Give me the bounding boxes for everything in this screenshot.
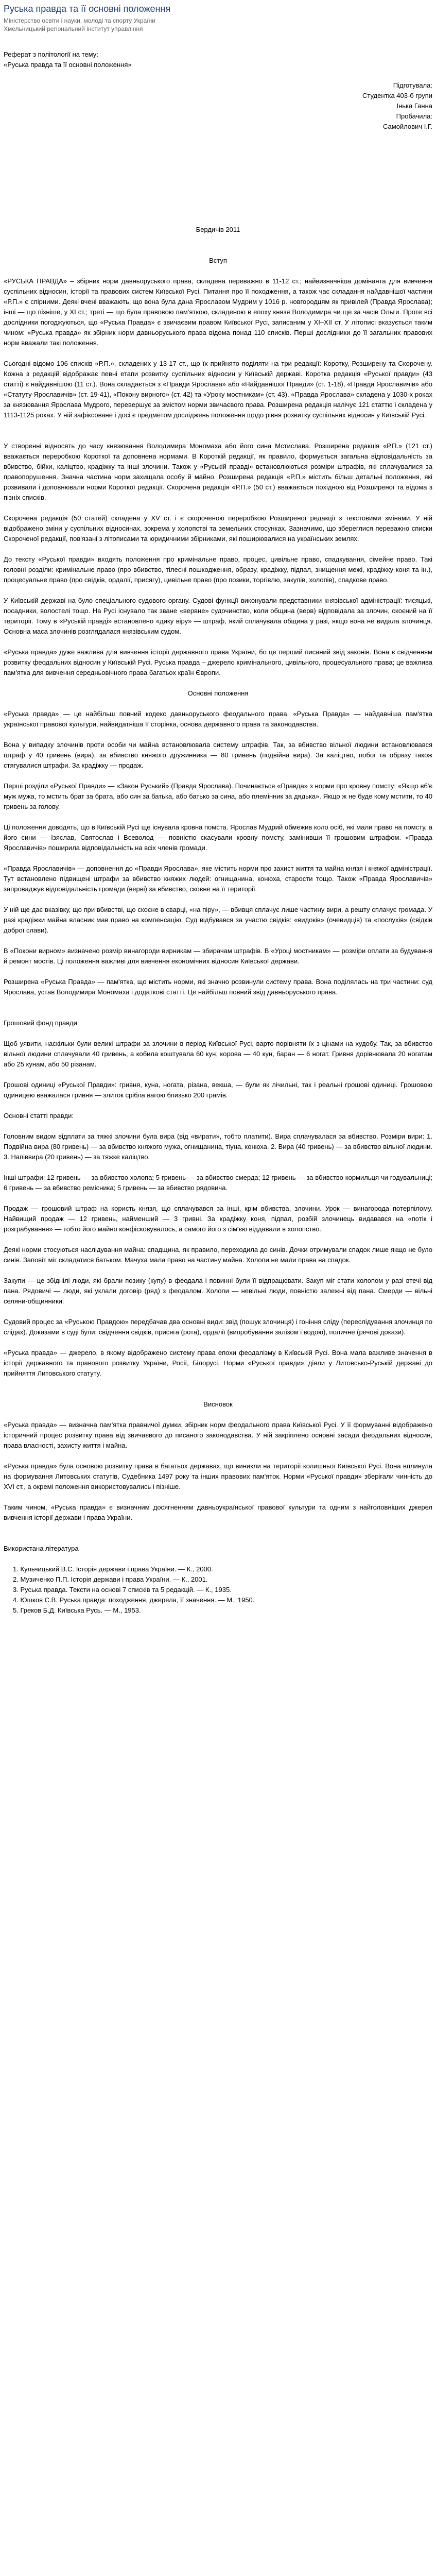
paragraph: Судовий процес за «Руською Правдою» передбачав два основні види: звід (пошук злочинця) і гоніння сліду (переслідування злочинця по слідах). Доказами в суді були: свідчення свідків, присяга (рота), ордалії (випробування залізом і водою), поличне (речові докази).: [4, 1318, 432, 1336]
paragraph: «РУСЬКА ПРАВДА» – збірник норм давньоруського права, складена переважно в 11-12 ст.; найвизначніша домінанта для вивчення суспільних відносин, історії та правових систем Київської Русі. Питання про її походження, а також час складання найдавнішої частини «Р.П.» є спірними. Деякі вчені вважають, що вона була дана Ярославом Мудрим у 1016 р. новгородцям як привілей (Правда Ярослава); інші — що пізніше, у XI ст.; треті — що була правовою пам'яткою, складеною в епоху князя Володимира чи ще за часів Ольги. Проте всі дослідники погоджуються, що «Руська Правда» є звичаєвим правом Київської Русі, записаним у XI–XII ст. У літописі вказується таким чином: «Руська правда» як збірник норм давньоруського права відома понад 110 списків. Перші дослідники до її загальних правових норм вважали такі положення.: [4, 277, 432, 347]
bibliography-item: 4. Юшков С.В. Руська правда: походження, джерела, її значення. — М., 1950.: [13, 1596, 255, 1604]
paragraph: Вона у випадку злочинів проти особи чи майна встановлювала систему штрафів. Так, за вбивство вільної людини встановлювався штраф у 40 гривень (вира), за вбивство княжого дружинника — 80 гривень (подвійна вира). За каліцтво, побої та образу також стягувалися штрафи. За крадіжку — продаж.: [4, 741, 432, 769]
bibliography-item: 3. Руська правда. Тексти на основі 7 списків та 5 редакцій. — К., 1935.: [13, 1586, 232, 1594]
paragraph: «Руська правда» — визначна пам'ятка правничої думки, збірник норм феодального права Київської Русі. У її формуванні відображено історичний процес розвитку права від звичаєвого до писаного законодавства. У ній закріплено основні засади феодальних відносин, права власності, захисту життя і майна.: [4, 1421, 432, 1449]
paragraph: Продаж — грошовий штраф на користь князя, що сплачувався за інші, крім вбивства, злочини. Урок — винагорода потерпілому. Найвищий продаж — 12 гривень, найменший — 3 гривні. За крадіжку коня, підпал, розбій злочинець видавався на «потік і розграбування» — тобто його майно конфісковувалось, а самого його з сім'єю віддавали в холопство.: [4, 1205, 432, 1233]
paragraph: У створенні відносять до часу князювання Володимира Мономаха або його сина Мстислава. Розширена редакція «Р.П.» (121 ст.) вважається переробкою Короткої та доповнена нормами. В Короткій редакції, як правило, формується загальна відповідальність за вбивство, бійки, каліцтво, крадіжку та інші злочини. Також у «Руській правді» встановлюються розміри штрафів, які сплачувалися за правопорушення. Значна частина норм захищала особу й майно. Розширена редакція «Р.П.» містить більш детальні положення, які розвивали і доповнювали норми Короткої редакції. Скорочена редакція «Р.П.» (50 ст.) вважається похідною від Розширеної та відома з пізніх списків.: [4, 442, 432, 501]
section-heading: Основні положення: [187, 689, 249, 697]
paragraph: «Руська правда» — джерело, в якому відображено систему права епохи феодалізму в Київській Русі. Вона мала важливе значення в історії державного та правового розвитку України, Росії, Білорусі. Норми «Руської правди» діяли у Литовсько-Руській державі до прийняття Литовського статуту.: [4, 1349, 432, 1377]
section-heading: Використана література: [4, 1545, 79, 1552]
paragraph: У Київській державі на було спеціального судового органу. Судові функції виконували представники князівської адміністрації: тисяцькі, посадники, волостелі тощо. На Русі існувало так зване «вервне» судочинство, коли община (верв) відповідала за злочин, скоєний на її території. Тому в «Руській правді» встановлено «дику віру» — штраф, який сплачувала община у разі, якщо вона не видала злочинця. Основна маса злочинів розглядалася князівським судом.: [4, 597, 432, 635]
paragraph: У ній ще дає вказівку, що при вбивстві, що скоєне в сварці, «на піру», — вбивця сплачує лише частину вири, а решту сплачує громада. У разі крадіжки майна власник мав право на компенсацію. Суд відбувався за участю свідків: «видоків» (очевидців) та «послухів» (свідків доброї слави).: [4, 906, 432, 934]
intro-line: Реферат з політології на тему:: [4, 50, 98, 58]
paragraph: В «Покони вирном» визначено розмір винагороди вирникам — збирачам штрафів. В «Уроці мостникам» — розміри оплати за будування й ремонт мостів. Ці положення важливі для вивчення економічних відносин Київської держави.: [4, 947, 432, 965]
paragraph: «Правда Ярославичів» — доповнення до «Правди Ярослава», яке містить норми про захист життя та майна князя і княжої адміністрації. Тут встановлено підвищені штрафи за вбивство княжих людей: огнищанина, конюха, старости тощо. Також «Правда Ярославичів» запроваджує відповідальність громади (верві) за вбивство, скоєне на її території.: [4, 865, 432, 893]
section-heading: Грошовий фонд правди: [4, 1019, 77, 1027]
bibliography-item: 1. Кульчицький В.С. Історія держави і права України. — К., 2000.: [13, 1565, 213, 1573]
paragraph: «Руська правда» була основою розвитку права в багатьох державах, що виникли на території колишньої Київської Русі. Вона вплинула на формування Литовських статутів, Судебника 1497 року та інших правових пам'яток. Норми «Руської правди» зберігали чинність до XVI ст., а окремі положення використовувались і пізніше.: [4, 1462, 432, 1490]
meta-line: Міністерство освіти і науки, молоді та спорту України: [4, 17, 155, 24]
author-line: Студентка 403-б групи: [362, 92, 432, 99]
document-body: [0, 33, 436, 1616]
paragraph: Ці положення доводять, що в Київській Русі ще існувала кровна помста. Ярослав Мудрий обмежив коло осіб, які мали право на помсту, а його сини — Ізяслав, Святослав і Всеволод — повністю скасували кровну помсту, замінивши її грошовим штрафом. «Правда Ярославичів» поширила відповідальність на всіх членів громади.: [4, 823, 432, 852]
paragraph: «Руська правда» — це найбільш повний кодекс давньоруського феодального права. «Руська Правда» — найдавніша пам'ятка української правової культури, найвидатніша її сторінка, основа державного права та законодавства.: [4, 710, 432, 728]
section-heading: Вступ: [209, 257, 227, 264]
document-meta: [0, 15, 436, 33]
paragraph: Головним видом відплати за тяжкі злочини була вира (від «вирати», тобто платити). Вира сплачувалася за вбивство. Розміри вири: 1. Подвійна вира (80 гривень) — за вбивство княжого мужа, огнищанина, тіуна, конюха. 2. Вира (40 гривень) — за вбивство вільної людини. 3. Напіввира (20 гривень) — за тяжке каліцтво.: [4, 1132, 432, 1161]
paragraph: Таким чином, «Руська правда» є визначним досягненням давньоукраїнської правової культури та одним з найголовніших джерел вивчення історії держави і права України.: [4, 1503, 432, 1521]
paragraph: До тексту «Руської правди» входять положення про кримінальне право, процес, цивільне право, спадкування, сімейне право. Такі головні розділи: кримінальне право (про вбивство, тілесні пошкодження, образу, крадіжку, підпал, знищення межі, крадіжку коня та ін.), процесуальне право (про свідків, ордалії, присягу), цивільне право (про позики, торгівлю, закупів, холопів), спадкове право.: [4, 555, 432, 584]
section-heading: Висновок: [203, 1400, 233, 1408]
paragraph: Щоб уявити, наскільки були великі штрафи за злочини в період Київської Русі, варто порівняти їх з цінами на худобу. Так, за вбивство вільної людини сплачували 40 гривень, а кобила коштувала 60 кун, корова — 40 кун, баран — 6 ногат. Гривня дорівнювала 20 ногатам або 25 кунам, або 50 різанам.: [4, 1040, 432, 1068]
place-year: Бердичів 2011: [196, 226, 240, 233]
author-line: Пробачила:: [396, 112, 432, 120]
paragraph: Розширена «Руська Правда» — пам'ятка, що містить норми, які значно розвинули систему права. Вона поділялась на три частини: суд Ярослава, устав Володимира Мономаха і додаткові статті. Це найбільш повний звід давньоруського права.: [4, 978, 432, 996]
author-line: Інька Ганна: [396, 102, 432, 110]
paragraph: Перші розділи «Руської Правди» — «Закон Руський» (Правда Ярослава). Починається «Правда» з норми про кровну помсту: «Якщо вб'є муж мужа, то мстить брат за брата, або син за батька, або батько за сина, або племінник за дядька». Якщо ж не буде кому мстити, то 40 гривень за голову.: [4, 782, 432, 810]
paragraph: «Руська правда» дуже важлива для вивчення історії державного права України, бо це перший писаний звід законів. Вона є свідченням розвитку феодальних відносин у Київській Русі. Руська правда – джерело кримінального, цивільного, процесуального права; це важлива пам'ятка для вивчення середньовічного права багатьох країн Європи.: [4, 648, 432, 676]
paragraph: Грошові одиниці «Руської Правди»: гривня, куна, ногата, різана, векша, — були як лічильні, так і реальні грошові одиниці. Грошовою одиницею вважалася гривня — злиток срібла вагою близько 200 грамів.: [4, 1081, 432, 1099]
meta-line: Хмельницький регіональний інститут управління: [4, 25, 143, 32]
author-line: Підготувала:: [393, 81, 432, 89]
bibliography-list: [4, 1564, 432, 1616]
author-line: Самойлович І.Г.: [383, 123, 432, 130]
paragraph: Інші штрафи: 12 гривень — за вбивство холопа; 5 гривень — за вбивство смерда; 12 гривень — за вбивство кормильця чи годувальниці; 6 гривень — за вбивство ремісника; 5 гривень — за вбивство рядовича.: [4, 1174, 432, 1192]
intro-line: «Руська правда та її основні положення»: [4, 61, 132, 69]
paragraph: Деякі норми стосуються наслідування майна: спадщина, як правило, переходила до синів. Дочки отримували спадок лише якщо не було синів. Заповіт міг складатися батьком. Мачуха мала право на частину майна. Холопи не мали права на спадок.: [4, 1246, 432, 1264]
paragraph: Основні статті правди:: [4, 1112, 74, 1120]
page-title: Руська правда та її основні положення: [4, 4, 171, 14]
bibliography-item: 2. Музиченко П.П. Історія держави і права України. — К., 2001.: [13, 1575, 208, 1583]
paragraph: Скорочена редакція (50 статей) складена у XV ст. і є скороченою переробкою Розширеної редакції з текстовими змінами. У ній відображено зміни у суспільних відносинах, зокрема у холопстві та земельних стосунках. Зазначимо, що збереглися переважно списки Скороченої редакції, пов'язані з літописами та юридичними збірниками, які поширювалися на українських землях.: [4, 514, 432, 543]
paragraph: Закупи — це збіднілі люди, які брали позику (купу) в феодала і повинні були її відпрацювати. Закуп міг стати холопом у разі втечі від пана. Рядовичі — люди, які уклали договір (ряд) з феодалом. Холопи — невільні люди, повністю залежні від пана. Смерди — вільні селяни-общинники.: [4, 1277, 432, 1305]
paragraph: Сьогодні відомо 106 списків «Р.П.», складених у 13-17 ст., що їх прийнято поділяти на три редакції: Коротку, Розширену та Скорочену. Кожна з редакцій відображає певні етапи розвитку суспільних відносин у Київській державі. Коротка редакція «Руської правди» (43 статті) є найдавнішою (11 ст.). Вона складається з «Правди Ярослава» або «Найдавнішої Правди» (ст. 1-18), «Правди Ярославичів» або «Статуту Ярославичів» (ст. 19-41), «Покону вирного» (ст. 42) та «Уроку мостникам» (ст. 43). «Правда Ярослава» складена у 1030-х роках за князювання Ярослава Мудрого, перевершує за змістом норми звичаєвого права. Розширена редакція налічує 121 статтю і складена у 1113-1125 роках. У ній зафіксоване і досі є предметом досліджень положення щодо рівня розвитку суспільних відносин у Київській Русі.: [4, 360, 432, 419]
bibliography-item: 5. Греков Б.Д. Київська Русь. — М., 1953.: [13, 1606, 141, 1614]
